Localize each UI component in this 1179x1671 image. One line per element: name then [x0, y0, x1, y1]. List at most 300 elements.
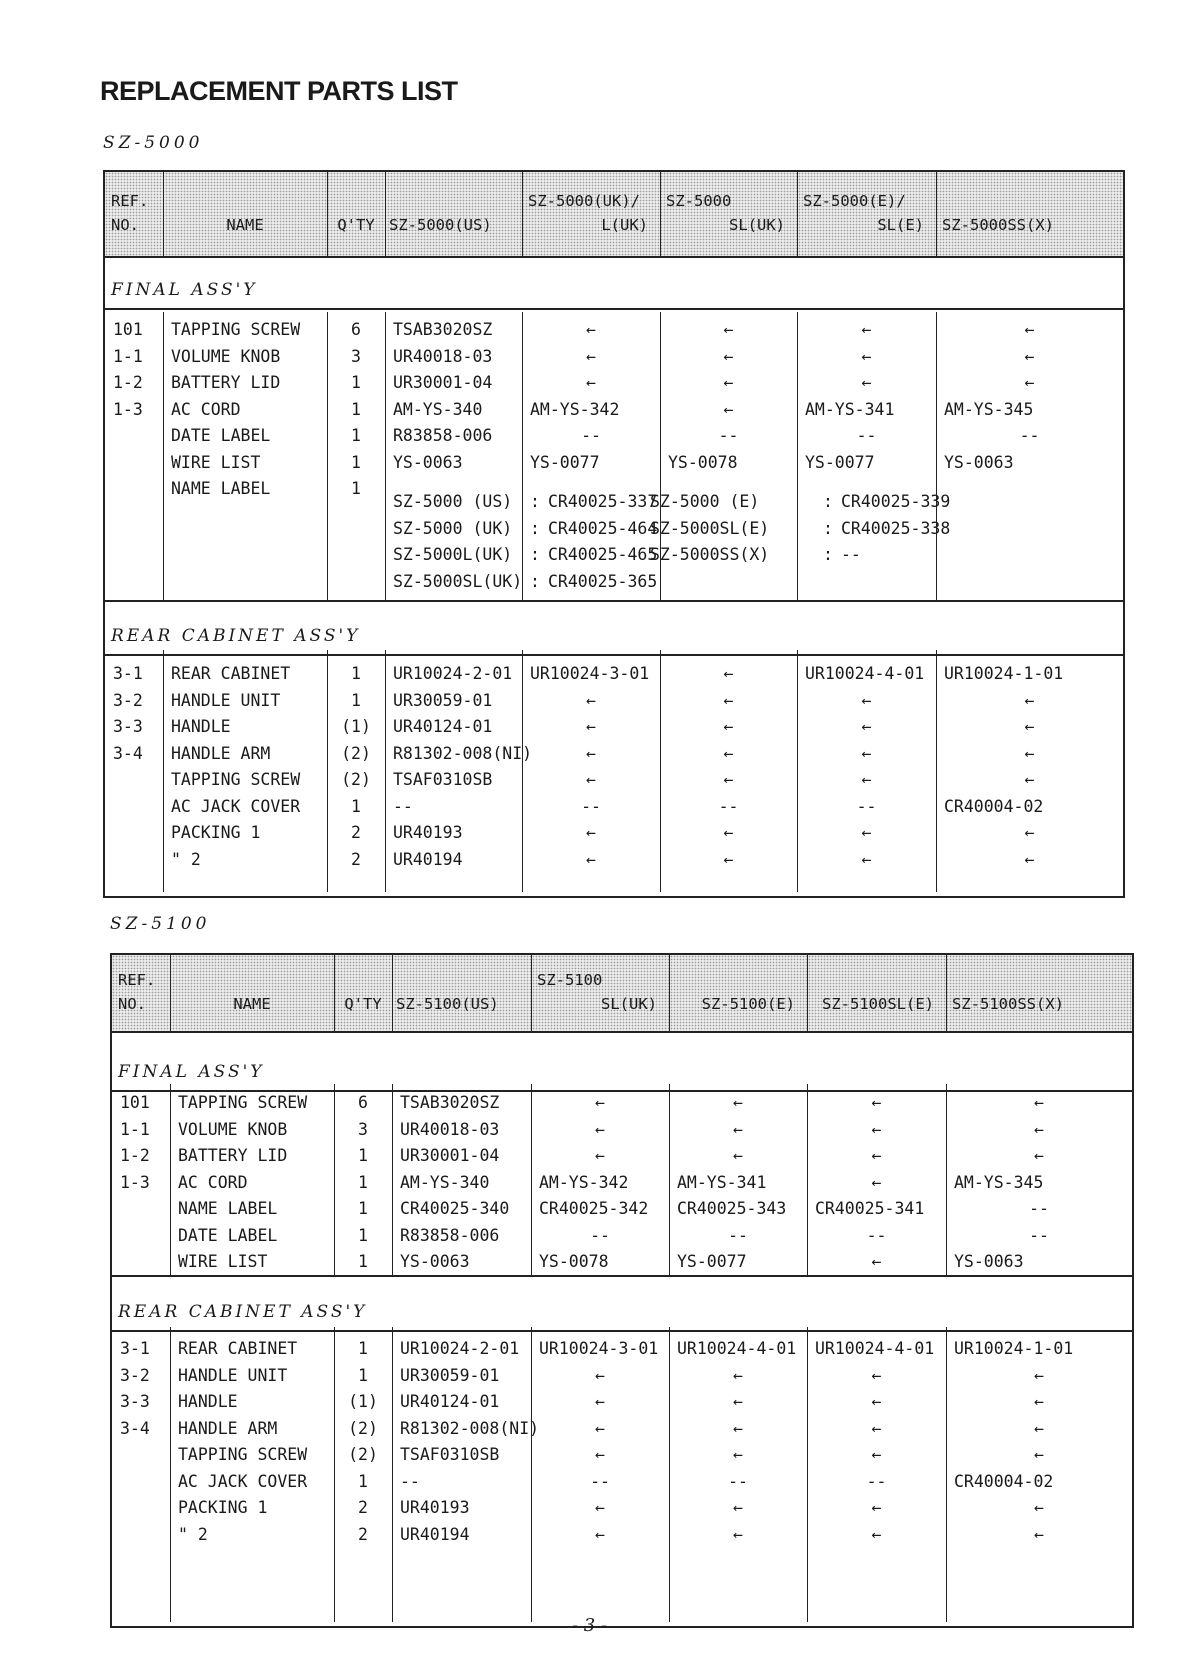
header-divider [797, 172, 798, 256]
part-name: BATTERY LID [171, 373, 281, 392]
quantity: 1 [351, 479, 361, 498]
header-divider [522, 172, 523, 256]
part-number-variant: -- [856, 426, 877, 445]
part-number-variant: ← [1024, 770, 1035, 789]
part-number-variant: ← [595, 1445, 605, 1464]
header-model-1: SZ-5100(US) [396, 995, 499, 1013]
part-number-variant: ← [861, 320, 872, 339]
column-divider [170, 1084, 171, 1275]
column-divider [385, 312, 386, 600]
part-number-variant: ← [733, 1093, 743, 1112]
part-number-variant: ← [861, 346, 872, 366]
part-number: UR10024-2-01 [393, 664, 513, 683]
part-number: UR40194 [400, 1524, 470, 1544]
header-divider [669, 955, 670, 1031]
part-number-variant: ← [861, 743, 872, 763]
part-number: -- [400, 1471, 420, 1491]
section-separator [112, 1275, 1132, 1277]
part-number-variant: ← [723, 770, 734, 789]
model-label-sz5000: SZ-5000 [103, 133, 204, 153]
part-number-variant: ← [723, 743, 734, 763]
part-number-variant: -- [581, 426, 601, 445]
part-number-variant: ← [871, 1418, 882, 1438]
part-number-variant: ← [733, 1392, 743, 1411]
header-ref: REF. [118, 971, 156, 989]
quantity: 1 [358, 1172, 368, 1192]
quantity: 1 [351, 399, 361, 419]
column-divider [946, 1084, 947, 1275]
part-number-variant: UR10024-3-01 [539, 1339, 659, 1358]
name-label-entry: : [530, 492, 540, 511]
part-name: WIRE LIST [178, 1252, 268, 1271]
part-name: HANDLE [178, 1392, 238, 1411]
part-number-variant: ← [871, 1146, 882, 1165]
part-number-variant: ← [586, 770, 596, 789]
part-number: R83858-006 [400, 1225, 500, 1245]
part-number-variant: UR10024-4-01 [815, 1339, 935, 1358]
quantity: (2) [341, 770, 371, 789]
parts-table-sz5000 [103, 170, 1125, 898]
part-number-variant: -- [590, 1225, 610, 1245]
part-number-variant: CR40025-341 [815, 1199, 925, 1218]
part-number: TSAB3020SZ [393, 320, 493, 339]
part-name: AC CORD [171, 399, 241, 419]
part-name: HANDLE ARM [171, 743, 271, 763]
part-number: UR40018-03 [400, 1119, 500, 1139]
part-number-variant: AM-YS-342 [539, 1172, 629, 1192]
name-label-entry: : [823, 545, 833, 564]
part-number-variant: -- [728, 1225, 748, 1245]
quantity: 1 [358, 1339, 368, 1358]
name-label-entry: SZ-5000SS(X) [650, 545, 770, 564]
part-number-variant: ← [723, 346, 734, 366]
part-number-variant: ← [1024, 346, 1035, 366]
part-name: PACKING 1 [178, 1498, 268, 1517]
part-number: UR40124-01 [393, 717, 493, 736]
name-label-entry: : [823, 492, 833, 511]
ref-number: 3-2 [113, 690, 143, 710]
part-name: REAR CABINET [178, 1339, 298, 1358]
part-number: UR40193 [393, 823, 463, 842]
part-number-variant: YS-0063 [954, 1252, 1024, 1271]
quantity: 1 [351, 452, 361, 472]
name-label-entry: SZ-5000 (E) [650, 492, 760, 511]
part-number-variant: ← [871, 1392, 882, 1411]
part-number-variant: CR40025-342 [539, 1199, 649, 1218]
section-separator [105, 600, 1123, 602]
part-number: UR30001-04 [400, 1146, 500, 1165]
part-number-variant: ← [723, 690, 734, 710]
quantity: 1 [358, 1225, 368, 1245]
part-number: UR40194 [393, 849, 463, 869]
header-model-2-line1: SZ-5000(UK)/ [528, 192, 640, 210]
column-divider [669, 1084, 670, 1275]
name-label-entry: CR40025-465 [548, 545, 658, 564]
table-header [105, 172, 1123, 258]
part-number-variant: ← [1034, 1365, 1044, 1385]
ref-number: 1-1 [113, 346, 143, 366]
column-divider [170, 1327, 171, 1622]
part-name: DATE LABEL [171, 426, 271, 445]
quantity: 2 [358, 1524, 368, 1544]
name-label-entry: SZ-5000 (UK) [393, 518, 513, 538]
header-divider [807, 955, 808, 1031]
part-number-variant: ← [586, 849, 596, 869]
part-number-variant: ← [871, 1445, 882, 1464]
quantity: (2) [341, 743, 371, 763]
header-divider [385, 172, 386, 256]
part-number-variant: ← [1034, 1418, 1044, 1438]
part-number-variant: ← [861, 770, 872, 789]
part-number-variant: ← [861, 717, 872, 736]
header-model-4-line2: SL(E) [877, 216, 924, 234]
part-number-variant: CR40025-343 [677, 1199, 787, 1218]
part-number: R81302-008(NI) [400, 1418, 540, 1438]
part-number-variant: -- [856, 796, 877, 816]
quantity: 6 [351, 320, 361, 339]
part-name: VOLUME KNOB [178, 1119, 288, 1139]
part-name: HANDLE UNIT [171, 690, 281, 710]
part-name: AC CORD [178, 1172, 248, 1192]
part-number-variant: UR10024-3-01 [530, 664, 650, 683]
parts-table-sz5100 [110, 953, 1134, 1628]
part-number-variant: YS-0077 [677, 1252, 747, 1271]
part-number-variant: ← [1034, 1445, 1044, 1464]
part-number: UR30059-01 [393, 690, 493, 710]
section-title-rule [112, 1330, 1132, 1332]
section-title: REAR CABINET ASS'Y [118, 1302, 368, 1322]
part-number-variant: ← [586, 690, 596, 710]
column-divider [392, 1327, 393, 1622]
quantity: 1 [351, 796, 361, 816]
part-number-variant: AM-YS-342 [530, 399, 620, 419]
part-number-variant: ← [733, 1498, 743, 1517]
part-number-variant: UR10024-4-01 [677, 1339, 797, 1358]
part-name: HANDLE ARM [178, 1418, 278, 1438]
section-title-rule [105, 308, 1123, 310]
header-model-2-line2: SL(UK) [601, 995, 657, 1013]
part-number-variant: ← [1024, 717, 1035, 736]
part-number-variant: ← [1024, 849, 1035, 869]
header-model-5: SZ-5100SS(X) [952, 995, 1064, 1013]
name-label-entry: CR40025-365 [548, 571, 658, 591]
part-number-variant: YS-0077 [530, 452, 600, 472]
header-model-3-line2: SL(UK) [729, 216, 785, 234]
part-number: UR40018-03 [393, 346, 493, 366]
part-number: YS-0063 [400, 1252, 470, 1271]
part-number: AM-YS-340 [400, 1172, 490, 1192]
part-number-variant: ← [1024, 373, 1035, 392]
ref-number: 1-2 [113, 373, 143, 392]
part-name: " 2 [178, 1524, 208, 1544]
part-number-variant: ← [595, 1498, 605, 1517]
name-label-entry: : [530, 545, 540, 564]
header-model-1: SZ-5000(US) [389, 216, 492, 234]
part-number-variant: ← [595, 1524, 605, 1544]
name-label-entry: : [823, 518, 833, 538]
part-number-variant: ← [861, 849, 872, 869]
part-number-variant: ← [733, 1365, 743, 1385]
part-number-variant: ← [871, 1365, 882, 1385]
quantity: 1 [358, 1199, 368, 1218]
part-number-variant: ← [723, 849, 734, 869]
ref-number: 1-3 [120, 1172, 150, 1192]
name-label-entry: CR40025-337 [548, 492, 658, 511]
part-name: WIRE LIST [171, 452, 261, 472]
section-title: REAR CABINET ASS'Y [111, 626, 361, 646]
part-name: HANDLE [171, 717, 231, 736]
part-name: AC JACK COVER [171, 796, 301, 816]
ref-number: 101 [113, 320, 143, 339]
part-number-variant: ← [723, 664, 734, 683]
part-number-variant: ← [871, 1093, 882, 1112]
header-qty: Q'TY [344, 995, 382, 1013]
part-number: UR40124-01 [400, 1392, 500, 1411]
header-name: NAME [233, 995, 271, 1013]
part-number-variant: ← [595, 1365, 605, 1385]
part-number-variant: ← [1024, 690, 1035, 710]
part-number: CR40025-340 [400, 1199, 510, 1218]
part-number-variant: UR10024-4-01 [805, 664, 925, 683]
column-divider [163, 312, 164, 600]
header-divider [936, 172, 937, 256]
part-name: NAME LABEL [171, 479, 271, 498]
part-number-variant: AM-YS-345 [954, 1172, 1044, 1192]
part-number: TSAF0310SB [393, 770, 493, 789]
ref-number: 3-2 [120, 1365, 150, 1385]
part-number-variant: ← [1034, 1119, 1044, 1139]
part-number-variant: YS-0077 [805, 452, 875, 472]
part-number-variant: ← [723, 823, 734, 842]
quantity: 1 [351, 426, 361, 445]
quantity: 6 [358, 1093, 368, 1112]
header-model-3-line2: SZ-5100(E) [701, 995, 795, 1013]
part-name: REAR CABINET [171, 664, 291, 683]
quantity: 2 [351, 849, 361, 869]
ref-number: 3-1 [113, 664, 143, 683]
quantity: 2 [351, 823, 361, 842]
ref-number: 3-1 [120, 1339, 150, 1358]
part-number-variant: -- [590, 1471, 610, 1491]
part-name: TAPPING SCREW [171, 320, 301, 339]
ref-number: 3-4 [120, 1418, 150, 1438]
section-title-rule [105, 654, 1123, 656]
quantity: 1 [351, 373, 361, 392]
quantity: (2) [348, 1445, 378, 1464]
part-name: BATTERY LID [178, 1146, 288, 1165]
ref-number: 3-4 [113, 743, 143, 763]
part-number-variant: ← [733, 1418, 743, 1438]
part-number-variant: CR40004-02 [954, 1471, 1054, 1491]
part-number: AM-YS-340 [393, 399, 483, 419]
quantity: 3 [358, 1119, 368, 1139]
part-number-variant: AM-YS-345 [944, 399, 1034, 419]
header-ref: REF. [111, 192, 149, 210]
header-model-5: SZ-5000SS(X) [942, 216, 1054, 234]
name-label-entry: -- [841, 545, 861, 564]
header-model-2-line2: L(UK) [601, 216, 648, 234]
part-name: " 2 [171, 849, 201, 869]
header-no: NO. [118, 995, 146, 1013]
part-number: UR10024-2-01 [400, 1339, 520, 1358]
part-name: PACKING 1 [171, 823, 261, 842]
header-divider [334, 955, 335, 1031]
part-name: TAPPING SCREW [178, 1093, 308, 1112]
quantity: 2 [358, 1498, 368, 1517]
quantity: (1) [341, 717, 371, 736]
part-name: HANDLE UNIT [178, 1365, 288, 1385]
part-number-variant: ← [1034, 1146, 1044, 1165]
header-no: NO. [111, 216, 139, 234]
part-number: R81302-008(NI) [393, 743, 533, 763]
part-number: UR30001-04 [393, 373, 493, 392]
part-number-variant: ← [1024, 823, 1035, 842]
name-label-entry: SZ-5000L(UK) [393, 545, 513, 564]
part-number-variant: ← [733, 1119, 743, 1139]
part-number-variant: ← [733, 1524, 743, 1544]
ref-number: 3-3 [120, 1392, 150, 1411]
page-number: - 3 - [571, 1615, 608, 1636]
part-number-variant: ← [723, 320, 734, 339]
part-number-variant: ← [586, 320, 596, 339]
part-number-variant: ← [1024, 743, 1035, 763]
name-label-entry: SZ-5000SL(UK) [393, 571, 523, 591]
part-number-variant: ← [595, 1418, 605, 1438]
ref-number: 1-2 [120, 1146, 150, 1165]
part-number-variant: -- [718, 426, 739, 445]
part-number-variant: ← [871, 1498, 882, 1517]
name-label-entry: SZ-5000 (US) [393, 492, 513, 511]
part-number-variant: UR10024-1-01 [944, 664, 1064, 683]
table-header [112, 955, 1132, 1033]
part-number-variant: YS-0063 [944, 452, 1014, 472]
page-title: REPLACEMENT PARTS LIST [100, 76, 458, 106]
part-number-variant: ← [1034, 1524, 1044, 1544]
quantity: 1 [358, 1146, 368, 1165]
part-number-variant: ← [861, 823, 872, 842]
column-divider [531, 1084, 532, 1275]
part-number-variant: ← [586, 743, 596, 763]
part-number: TSAB3020SZ [400, 1093, 500, 1112]
header-divider [392, 955, 393, 1031]
quantity: (1) [348, 1392, 378, 1411]
part-number-variant: ← [586, 717, 596, 736]
header-divider [660, 172, 661, 256]
part-number-variant: -- [1019, 426, 1040, 445]
part-number-variant: ← [871, 1252, 882, 1271]
name-label-entry: SZ-5000SL(E) [650, 518, 770, 538]
part-name: NAME LABEL [178, 1199, 278, 1218]
part-number-variant: ← [586, 823, 596, 842]
part-number-variant: ← [586, 346, 596, 366]
quantity: 1 [351, 690, 361, 710]
part-number-variant: ← [1034, 1498, 1044, 1517]
column-divider [392, 1084, 393, 1275]
part-number-variant: ← [723, 373, 734, 392]
part-number-variant: AM-YS-341 [677, 1172, 767, 1192]
ref-number: 101 [120, 1093, 150, 1112]
part-number-variant: -- [1029, 1199, 1049, 1218]
name-label-entry: CR40025-339 [841, 492, 951, 511]
part-number-variant: -- [866, 1225, 887, 1245]
header-divider [170, 955, 171, 1031]
section-title: FINAL ASS'Y [111, 280, 258, 300]
section-title-rule [112, 1090, 1132, 1092]
part-number-variant: ← [733, 1146, 743, 1165]
header-divider [946, 955, 947, 1031]
part-number-variant: -- [718, 796, 739, 816]
part-number: -- [393, 796, 413, 816]
part-number-variant: ← [733, 1445, 743, 1464]
part-number-variant: ← [871, 1172, 882, 1192]
ref-number: 1-3 [113, 399, 143, 419]
header-model-4-line1: SZ-5000(E)/ [803, 192, 906, 210]
part-number-variant: -- [581, 796, 601, 816]
header-model-2-line1: SZ-5100 [537, 971, 603, 989]
part-number-variant: -- [728, 1471, 748, 1491]
quantity: 1 [358, 1471, 368, 1491]
part-number-variant: ← [1024, 320, 1035, 339]
part-number-variant: -- [866, 1471, 887, 1491]
header-divider [327, 172, 328, 256]
header-divider [531, 955, 532, 1031]
quantity: 1 [351, 664, 361, 683]
part-number-variant: ← [586, 373, 596, 392]
part-number-variant: ← [871, 1524, 882, 1544]
part-name: TAPPING SCREW [171, 770, 301, 789]
part-name: DATE LABEL [178, 1225, 278, 1245]
part-number-variant: ← [1034, 1093, 1044, 1112]
part-number-variant: ← [595, 1392, 605, 1411]
part-number-variant: ← [595, 1146, 605, 1165]
part-number-variant: ← [595, 1119, 605, 1139]
column-divider [163, 650, 164, 892]
part-number-variant: ← [871, 1119, 882, 1139]
part-number-variant: YS-0078 [668, 452, 738, 472]
quantity: 1 [358, 1365, 368, 1385]
quantity: (2) [348, 1418, 378, 1438]
part-number-variant: CR40004-02 [944, 796, 1044, 816]
name-label-entry: : [530, 518, 540, 538]
ref-number: 1-1 [120, 1119, 150, 1139]
part-number-variant: AM-YS-341 [805, 399, 895, 419]
name-label-entry: CR40025-338 [841, 518, 951, 538]
part-number: YS-0063 [393, 452, 463, 472]
part-number: UR30059-01 [400, 1365, 500, 1385]
part-number: TSAF0310SB [400, 1445, 500, 1464]
part-name: TAPPING SCREW [178, 1445, 308, 1464]
name-label-entry: : [530, 571, 540, 591]
header-divider [163, 172, 164, 256]
part-name: VOLUME KNOB [171, 346, 281, 366]
part-number-variant: ← [1034, 1392, 1044, 1411]
part-number: UR40193 [400, 1498, 470, 1517]
ref-number: 3-3 [113, 717, 143, 736]
part-number-variant: ← [723, 717, 734, 736]
name-label-entry: CR40025-464 [548, 518, 658, 538]
quantity: 3 [351, 346, 361, 366]
section-title: FINAL ASS'Y [118, 1062, 265, 1082]
part-number-variant: UR10024-1-01 [954, 1339, 1074, 1358]
part-number: R83858-006 [393, 426, 493, 445]
part-number-variant: YS-0078 [539, 1252, 609, 1271]
part-name: AC JACK COVER [178, 1471, 308, 1491]
column-divider [385, 650, 386, 892]
quantity: 1 [358, 1252, 368, 1271]
part-number-variant: ← [723, 399, 734, 419]
header-model-3-line1: SZ-5000 [666, 192, 732, 210]
header-model-4-line2: SZ-5100SL(E) [822, 995, 934, 1013]
